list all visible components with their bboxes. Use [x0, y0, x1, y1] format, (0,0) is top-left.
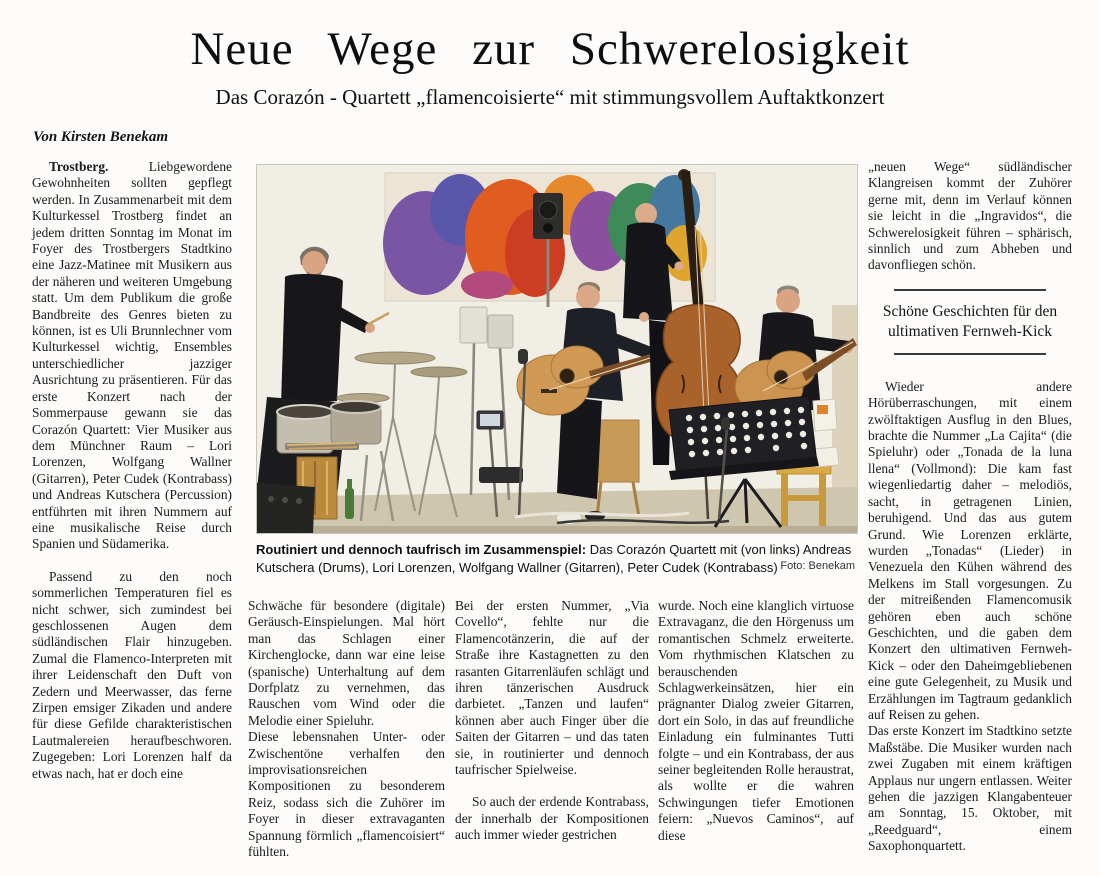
paragraph: „neuen Wege“ südländischer Klangreisen kommt der Zuhörer gerne mit, denn im Verlauf können sie leicht in die „Ingravidos“, die Schwerelosigkeit führen – sphärisch, sinnlich und zum Abheben und davonfliegen schön. [868, 159, 1072, 273]
paragraph: Schwäche für besondere (digitale) Geräusch-Einspielungen. Mal hört man das Schlagen einer Kirchenglocke, dann war eine leise (spanische) Unterhaltung auf dem Dorfplatz zu vernehmen, das Rauschen vom Wind oder die Melodie einer Spieluhr. [248, 598, 445, 728]
photo-credit: Foto: Benekam [780, 559, 855, 572]
column-1 [32, 159, 232, 782]
paragraph: Bei der ersten Nummer, „Via Covello“, fehlte nur die Flamencotänzerin, die auf der Straße ihre Kastagnetten zu den rasanten Gitarrenläufen schlägt und ihren tänzerischen Ausdruck darbietet. „Tanzen und laufen“ können aber auch Finger über die Saiten der Gitarren – und das taten sie, in routinierter und dennoch taufrischer Spielweise. [455, 598, 649, 778]
column-2 [248, 598, 445, 861]
column-right [868, 159, 1072, 855]
headline: Neue Wege zur Schwerelosigkeit [190, 23, 910, 75]
paragraph: So auch der erdende Kontrabass, der innerhalb der Kompositionen auch immer wieder gestrichen [455, 794, 649, 843]
photo-caption [256, 541, 857, 576]
caption-text: Das Corazón Quartett mit (von links) Andreas Kutschera (Drums), Lori Lorenzen, Wolfgang Wallner (Gitarren), Peter Cudek (Kontrabass) [256, 542, 852, 575]
section-divider [894, 353, 1046, 355]
paragraph: Diese lebensnahen Unter- oder Zwischentöne verhalfen den improvisationsreichen Kompositionen zu besonderem Reiz, sodass sich die Zuhörer im Foyer in dieser extravaganten Spannung förmlich „flamencoisiert“ fühlten. [248, 729, 445, 860]
concert-photo [256, 164, 858, 534]
column-3 [455, 598, 649, 844]
caption-lead: Routiniert und dennoch taufrisch im Zusammenspiel: [256, 542, 587, 557]
subheadline: Das Corazón - Quartett „flamencoisierte“ mit stimmungsvollem Auftaktkonzert [215, 85, 885, 109]
paragraph: Passend zu den noch sommerlichen Temperaturen fiel es nicht schwer, sich zumindest bei geschlossenen Augen dem südländischen Flair hinzugeben. Zumal die Flamenco-Interpreten mit ihrer Leidenschaft den Duft von Zedern und Meerwasser, das ferne Zirpen emsiger Zikaden und andere für diese Gefilde charakteristischen Lautmalereien heraufbeschworen. Zugegeben: Lori Lorenzen half da etwas nach, hat er doch eine [32, 568, 232, 781]
column-4 [658, 598, 854, 844]
byline: Von Kirsten Benekam [33, 129, 169, 145]
paragraph-text: Liebgewordene Gewohnheiten sollten gepflegt werden. In Zusammenarbeit mit dem Kulturkessel Trostberg findet an jedem dritten Sonntag im Monat im Foyer des Trostbergers Stadtkino eine Jazz-Matinee mit Musikern aus der näheren und weiteren Umgebung statt. Um dem Publikum die große Bandbreite des Genres bieten zu können, ist es Uli Brunnlechner vom Kulturkessel wichtig, Ensembles unterschiedlicher jazziger Ausrichtung zu präsentieren. Für das erste Konzert nach der Sommerpause gewann sie das Corazón Quartett: Vier Musiker aus dem Münchner Raum – Lori Lorenzen, Wolfgang Wallner (Gitarren), Peter Cudek (Kontrabass) und Andreas Kutschera (Percussion) entführten mit ihren Nummern auf eine musikalische Reise durch Spanien und Südamerika. [32, 159, 232, 552]
paragraph: wurde. Noch eine klanglich virtuose Extravaganz, die den Hörgenuss um romantischen Schmelz erweiterte. Vom rhythmischen Klatschen zu berauschenden Schlagwerkeinsätzen, hier ein prägnanter Dialog zweier Gitarren, dort ein Solo, in das auf freundliche Einladung ein fulminantes Tutti folgte – und ein Kontrabass, der aus seiner begleitenden Rolle heraustrat, als wollte er die wahren Schwingungen tiefer Emotionen feiern: „Nuevos Caminos“, auf diese [658, 598, 854, 843]
section-heading: Schöne Geschichten für den ultimativen Fernweh-Kick [882, 302, 1058, 340]
paragraph: Wieder andere Hörüberraschungen, mit einem zwölftaktigen Ausflug in den Blues, brachte die Nummer „La Cajita“ (die Spieluhr) oder „Tonada de la luna llena“ (Vollmond): Die kam fast wiegenliedartig daher – melodiös, sacht, in getragenen Linien, beruhigend. Und das aus gutem Grund. Wie Lorenzen erklärte, wurden „Tonadas“ (Lieder) in Venezuela den Kühen während des Melkens im Stall vorgesungen. Zu der mitreißenden Flamencomusik gehören eben auch schöne Geschichten, und die gaben dem Konzert den ultimativen Fernweh-Kick – oder den Daheimgebliebenen eine gute Gelegenheit, zu Musik und Erzählungen im Tagtraum gedanklich auf Reisen zu gehen. [868, 378, 1072, 722]
paragraph [32, 159, 232, 553]
paragraph: Das erste Konzert im Stadtkino setzte Maßstäbe. Die Musiker wurden nach zwei Zugaben mit einem kräftigen Applaus nur ungern entlassen. Weiter gehen die jazzigen Klangabenteuer am Sonntag, 15. Oktober, mit „Reedguard“, einem Saxophonquartett. [868, 723, 1072, 854]
concert-photo-illustration [257, 165, 857, 533]
dateline: Trostberg. [49, 159, 109, 174]
section-divider [894, 289, 1046, 291]
